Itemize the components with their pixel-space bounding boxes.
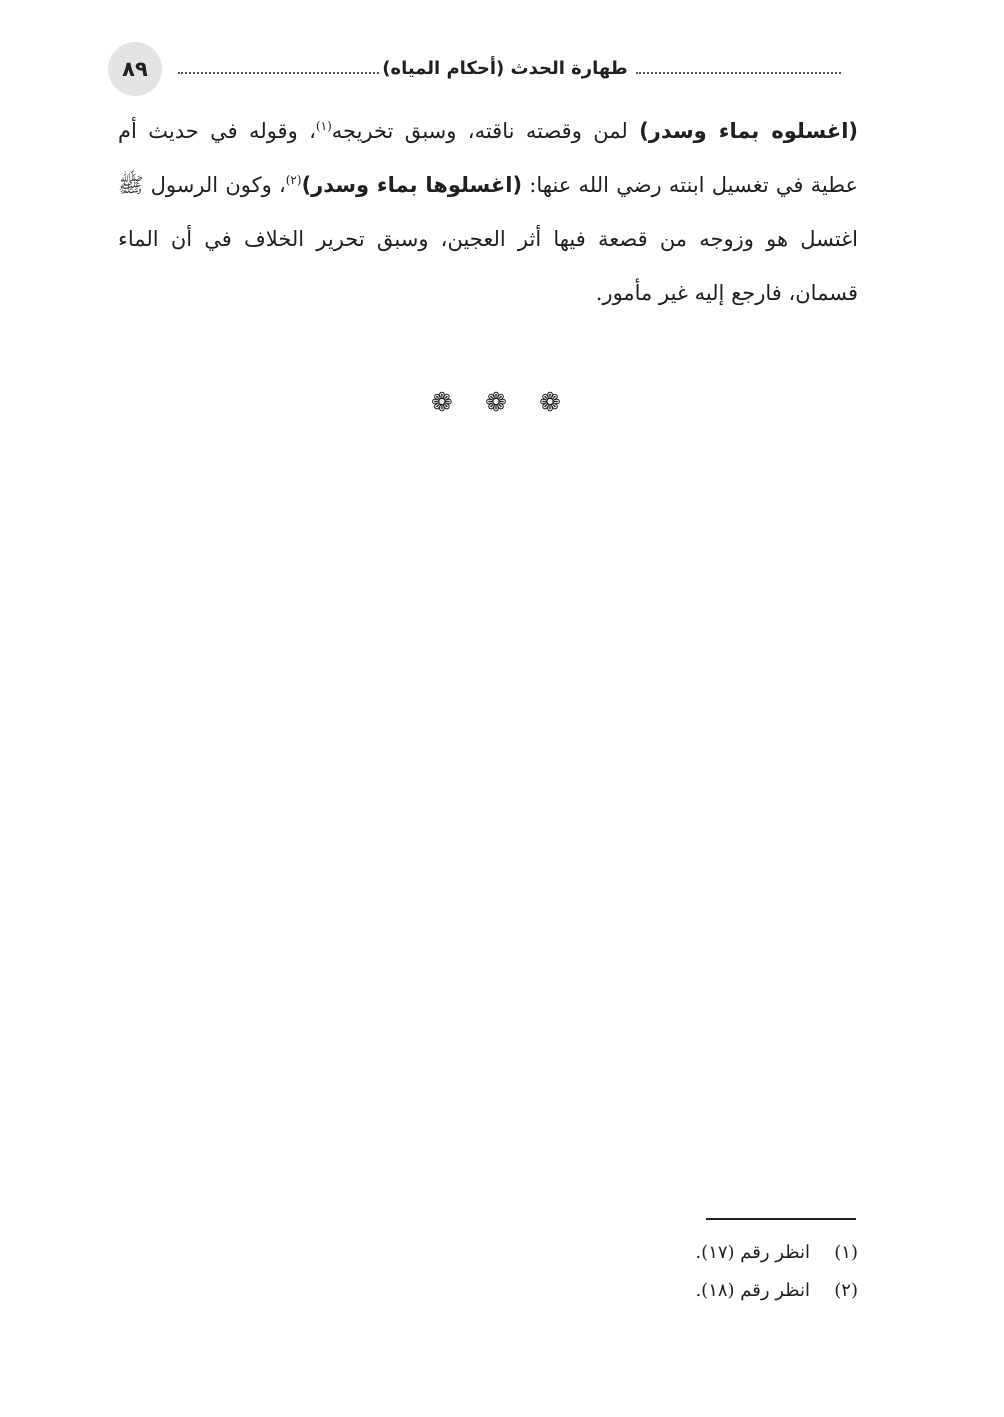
quoted-hadith-1: (اغسلوه بماء وسدر) bbox=[639, 119, 859, 143]
footnotes bbox=[500, 1234, 858, 1310]
footnote-text: انظر رقم (١٨). bbox=[695, 1280, 810, 1301]
footnote-number: (٢) bbox=[834, 1280, 858, 1301]
body-segment: ، وكون الرسول ﷺ اغتسل هو وزوجه من قصعة فيها أثر العجين، وسبق تحرير الخلاف في أن الماء قسمان، فارجع إليه غير مأمور. bbox=[118, 173, 858, 305]
body-segment: ، وقوله في حديث أم عطية في تغسيل ابنته رضي الله عنها: bbox=[118, 119, 858, 197]
running-title: طهارة الحدث (أحكام المياه) bbox=[380, 54, 630, 84]
footnote-number: (١) bbox=[834, 1242, 858, 1263]
footnote-separator bbox=[706, 1218, 856, 1220]
section-ornament: ❁ ❁ ❁ bbox=[431, 388, 573, 418]
footnote-text: انظر رقم (١٧). bbox=[695, 1242, 810, 1263]
quoted-hadith-2: (اغسلوها بماء وسدر) bbox=[301, 173, 523, 197]
footnote-1 bbox=[500, 1234, 858, 1272]
header-dotted-rule-right bbox=[636, 72, 841, 74]
footnote-ref-2[interactable]: (٢) bbox=[285, 173, 302, 187]
body-paragraph bbox=[118, 104, 858, 320]
page-number: ٨٩ bbox=[108, 42, 162, 96]
footnote-2 bbox=[500, 1272, 858, 1310]
body-segment: لمن وقصته ناقته، وسبق تخريجه bbox=[331, 119, 640, 143]
footnote-ref-1[interactable]: (١) bbox=[315, 119, 332, 133]
header-dotted-rule-left bbox=[178, 72, 383, 74]
page-header bbox=[108, 42, 858, 98]
